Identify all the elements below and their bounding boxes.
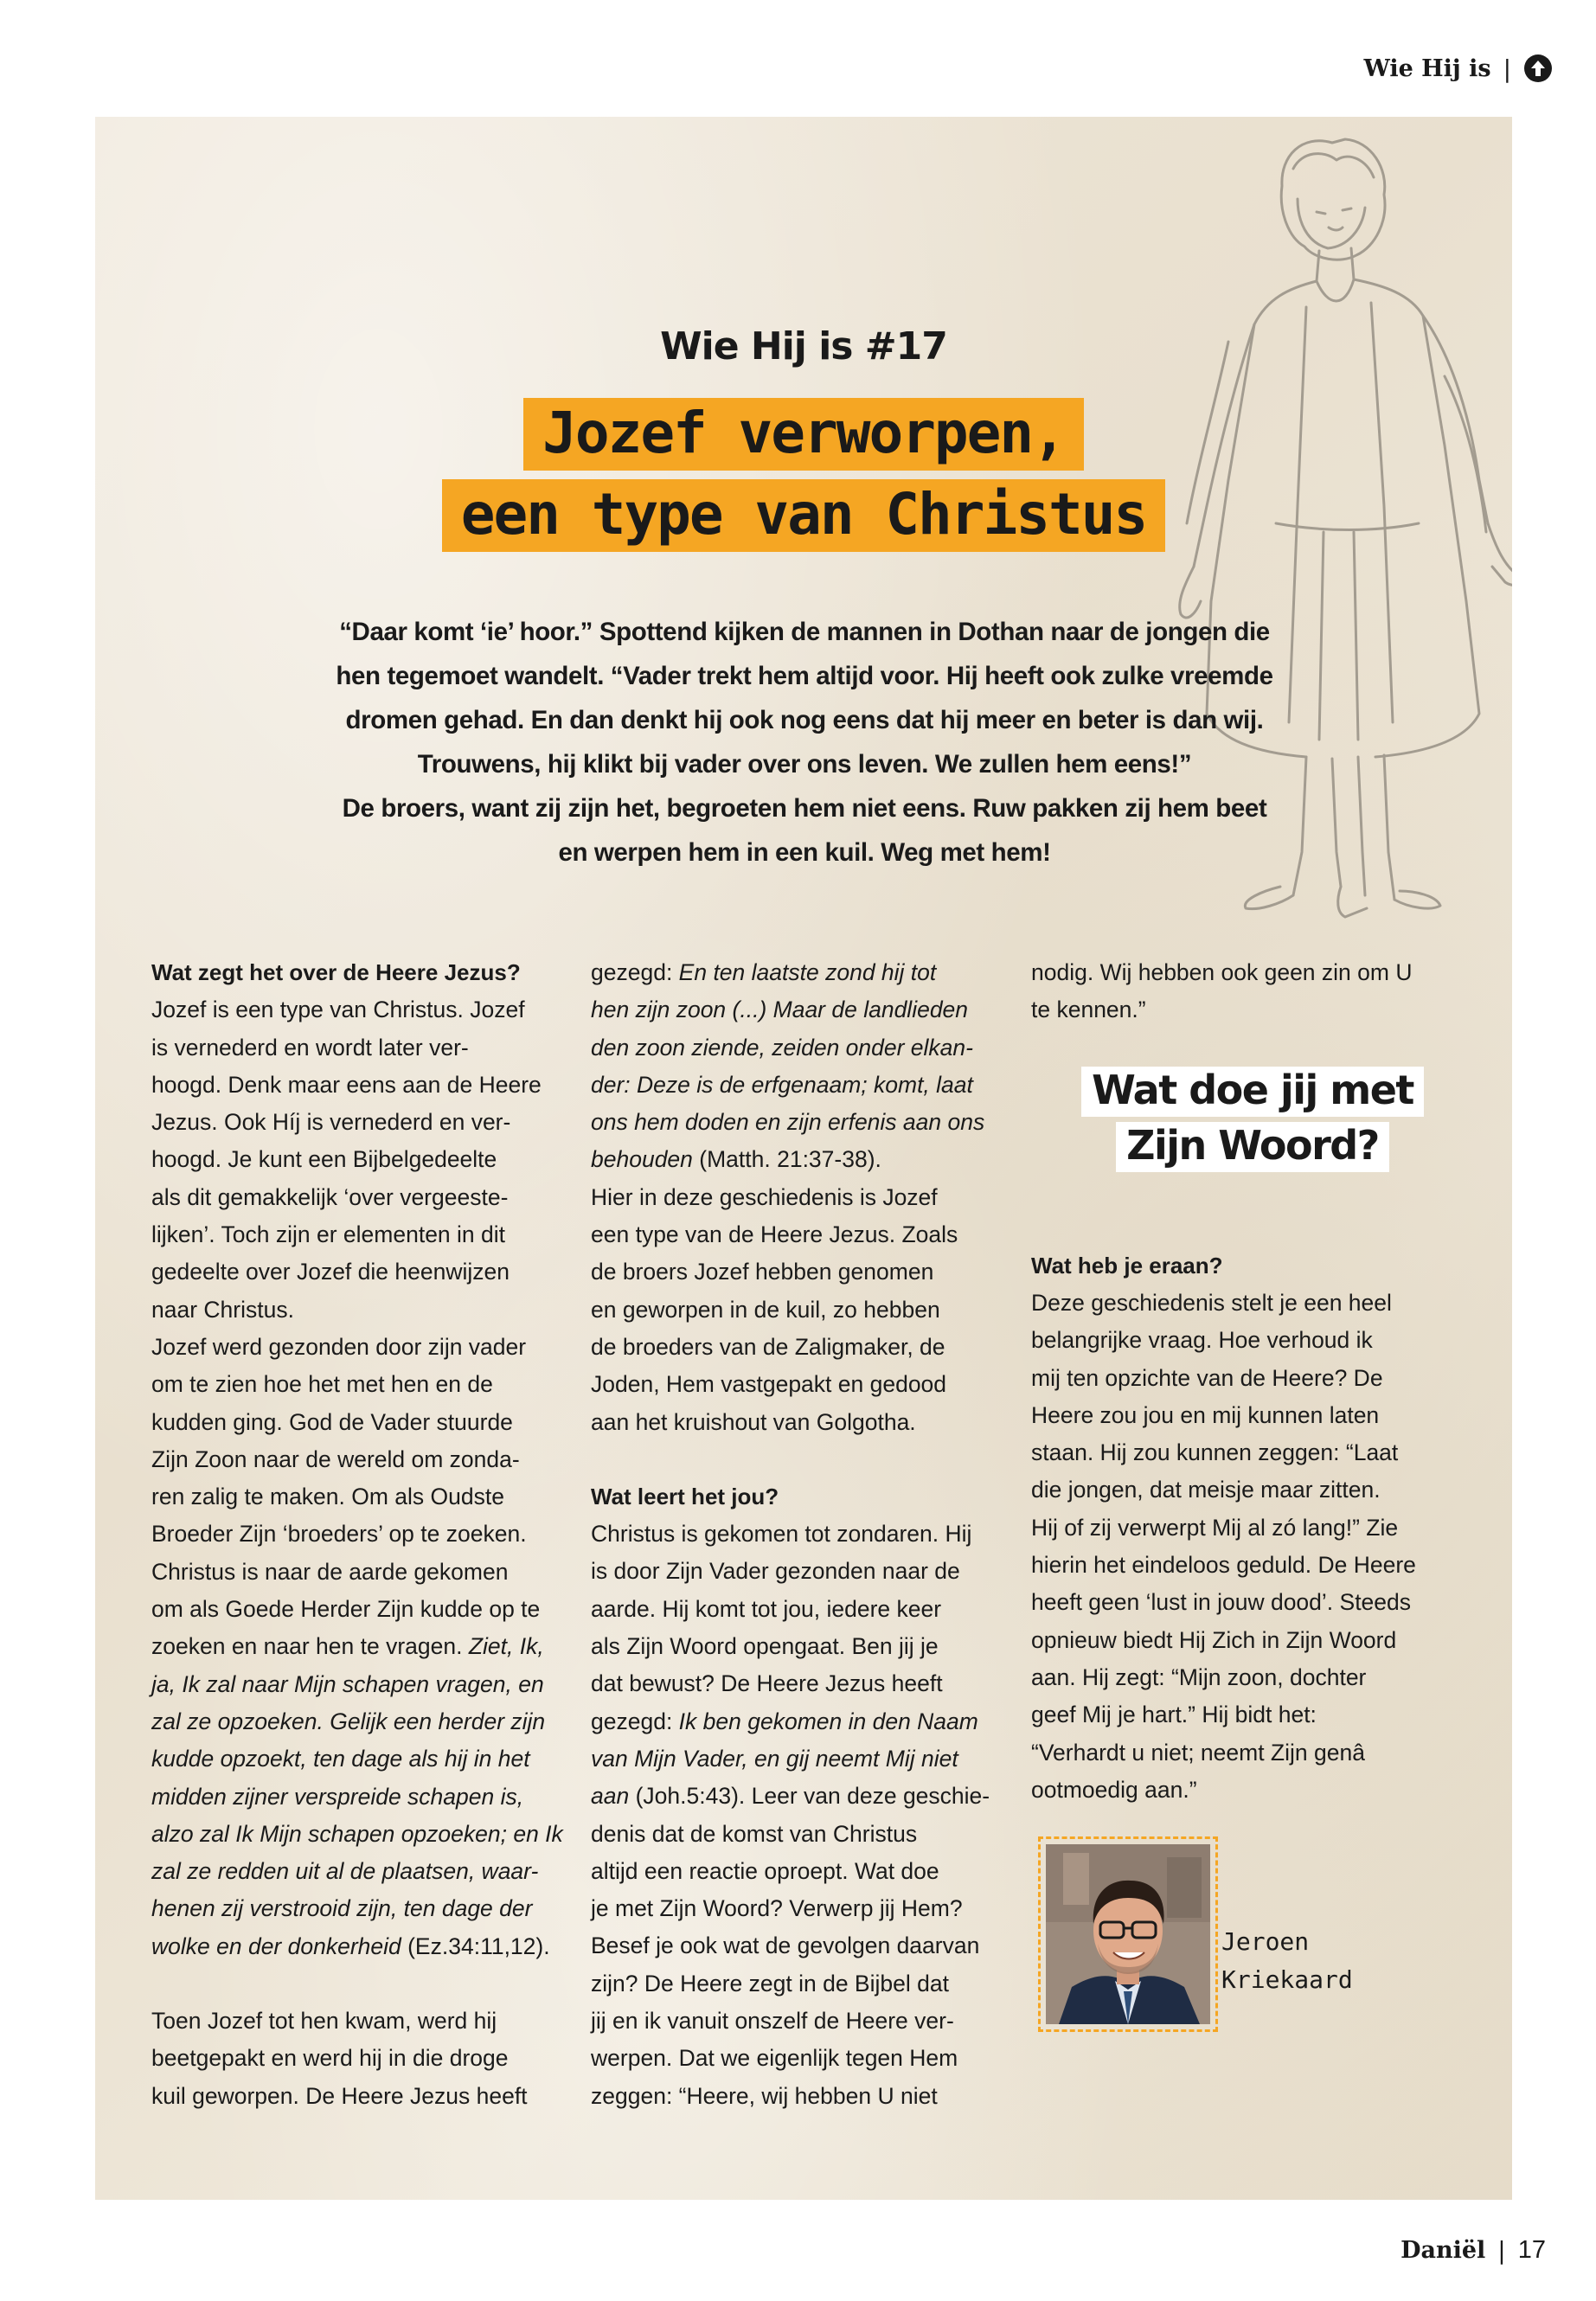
column-3-heading xyxy=(1031,1247,1455,1285)
article-title xyxy=(95,398,1512,552)
intro-line: De broers, want zij zijn het, begroeten hem niet eens. Ruw pakken zij hem beet xyxy=(342,794,1267,823)
author-name xyxy=(1221,1923,1353,1999)
scripture-line: den zoon ziende, zeiden onder elkan- xyxy=(591,1034,973,1061)
article-intro xyxy=(268,610,1341,875)
body-line: zeggen: “Heere, wij hebben U niet xyxy=(591,2082,938,2109)
scripture-quote: En ten laatste zond hij tot xyxy=(678,959,937,985)
body-line: werpen. Dat we eigenlijk tegen Hem xyxy=(591,2045,958,2072)
body-line: staan. Hij zou kunnen zeggen: “Laat xyxy=(1031,1439,1399,1466)
body-line: mij ten opzichte van de Heere? De xyxy=(1031,1364,1383,1391)
body-line: een type van de Heere Jezus. Zoals xyxy=(591,1221,958,1248)
title-line-1: Jozef verworpen, xyxy=(523,398,1084,471)
author-photo xyxy=(1046,1844,1210,2024)
body-line xyxy=(591,1141,1015,1178)
body-line xyxy=(151,1928,575,1965)
body-line: Heere zou jou en mij kunnen laten xyxy=(1031,1401,1380,1428)
intro-line: “Daar komt ‘ie’ hoor.” Spottend kijken de mannen in Dothan naar de jongen die xyxy=(339,618,1270,646)
title-line-2: een type van Christus xyxy=(442,479,1165,552)
body-line: ren zalig te maken. Om als Oudste xyxy=(151,1484,504,1510)
body-line: “Verhardt u niet; neemt Zijn genâ xyxy=(1031,1739,1365,1766)
body-line: is vernederd en wordt later ver- xyxy=(151,1034,469,1061)
author-photo-frame xyxy=(1038,1836,1218,2032)
author-last-name: Kriekaard xyxy=(1221,1965,1353,1994)
section-label: Wie Hij is xyxy=(1363,54,1491,82)
page-footer xyxy=(1401,2236,1546,2265)
nav-separator: | xyxy=(1503,54,1511,83)
arrow-up-circle-icon[interactable] xyxy=(1523,54,1553,83)
body-line: en geworpen in de kuil, zo hebben xyxy=(591,1296,940,1323)
scripture-quote: Ziet, Ik, xyxy=(468,1633,544,1660)
scripture-line: alzo zal Ik Mijn schapen opzoeken; en Ik xyxy=(151,1820,563,1847)
pull-quote xyxy=(1062,1067,1443,1172)
body-line: Hij of zij verwerpt Mij al zó lang!” Zie xyxy=(1031,1514,1399,1541)
body-line: hoogd. Denk maar eens aan de Heere xyxy=(151,1071,542,1098)
body-line: Deze geschiedenis stelt je een heel xyxy=(1031,1290,1392,1316)
body-line: belangrijke vraag. Hoe verhoud ik xyxy=(1031,1327,1373,1354)
body-line: gezegd: Ik ben gekomen in den Naam xyxy=(591,1708,978,1734)
body-line: opnieuw biedt Hij Zich in Zijn Woord xyxy=(1031,1626,1397,1653)
body-line: om te zien hoe het met hen en de xyxy=(151,1371,493,1398)
body-line: de broers Jozef hebben genomen xyxy=(591,1259,934,1285)
body-line: die jongen, dat meisje maar zitten. xyxy=(1031,1477,1381,1503)
body-line: jij en ik vanuit onszelf de Heere ver- xyxy=(591,2008,954,2035)
scripture-quote: behouden xyxy=(591,1146,693,1173)
body-line: dat bewust? De Heere Jezus heeft xyxy=(591,1670,943,1697)
article-kicker: Wie Hij is #17 xyxy=(660,324,947,369)
footer-separator: | xyxy=(1497,2236,1506,2265)
article-panel xyxy=(95,117,1512,2200)
column-3-top xyxy=(1031,954,1455,1029)
body-line: Jozef is een type van Christus. Jozef xyxy=(151,997,525,1023)
body-line: Hier in deze geschiedenis is Jozef xyxy=(591,1183,938,1210)
scripture-line: van Mijn Vader, en gij neemt Mij niet xyxy=(591,1745,958,1772)
body-line: nodig. Wij hebben ook geen zin om U xyxy=(1031,959,1413,985)
scripture-line: der: Deze is de erfgenaam; komt, laat xyxy=(591,1071,973,1098)
scripture-line: zal ze redden uit al de plaatsen, waar- xyxy=(151,1858,539,1885)
section-heading: Wat heb je eraan? xyxy=(1031,1253,1223,1279)
body-line: de broeders van de Zaligmaker, de xyxy=(591,1333,945,1360)
column-3-body xyxy=(1031,1285,1455,1809)
pull-quote-line-1: Wat doe jij met xyxy=(1081,1067,1424,1117)
intro-line: hen tegemoet wandelt. “Vader trekt hem altijd voor. Hij heeft ook zulke vreemde xyxy=(336,662,1273,690)
body-line: naar Christus. xyxy=(151,1296,294,1323)
body-line: is door Zijn Vader gezonden naar de xyxy=(591,1558,960,1585)
body-line: Christus is naar de aarde gekomen xyxy=(151,1558,509,1585)
body-line xyxy=(151,1628,575,1665)
body-line: om als Goede Herder Zijn kudde op te xyxy=(151,1596,541,1623)
body-line: kuil geworpen. De Heere Jezus heeft xyxy=(151,2082,528,2109)
body-line: Broeder Zijn ‘broeders’ op te zoeken. xyxy=(151,1521,527,1548)
body-line: Jozef werd gezonden door zijn vader xyxy=(151,1333,527,1360)
body-line: aan het kruishout van Golgotha. xyxy=(591,1408,916,1435)
body-line: denis dat de komst van Christus xyxy=(591,1820,918,1847)
body-line: Jezus. Ook Híj is vernederd en ver- xyxy=(151,1109,511,1136)
body-line: ootmoedig aan.” xyxy=(1031,1776,1197,1803)
body-line: heeft geen ‘lust in jouw dood’. Steeds xyxy=(1031,1589,1412,1616)
body-line: hoogd. Je kunt een Bijbelgedeelte xyxy=(151,1146,497,1173)
body-line: je met Zijn Woord? Verwerp jij Hem? xyxy=(591,1895,963,1922)
body-line: gezegd: En ten laatste zond hij tot xyxy=(591,959,937,985)
body-line: aan. Hij zegt: “Mijn zoon, dochter xyxy=(1031,1663,1367,1690)
page-number: 17 xyxy=(1517,2236,1546,2264)
body-line: als dit gemakkelijk ‘over vergeeste- xyxy=(151,1183,509,1210)
column-1 xyxy=(151,954,575,2115)
column-2 xyxy=(591,954,1015,2115)
body-line: Zijn Zoon naar de wereld om zonda- xyxy=(151,1445,520,1472)
scripture-quote: Ik ben gekomen in den Naam xyxy=(678,1708,978,1734)
body-line: hierin het eindeloos geduld. De Heere xyxy=(1031,1552,1416,1579)
scripture-line: henen zij verstrooid zijn, ten dage der xyxy=(151,1895,533,1922)
section-heading: Wat leert het jou? xyxy=(591,1483,779,1509)
body-line: kudden ging. God de Vader stuurde xyxy=(151,1408,513,1435)
scripture-line: midden zijner verspreide schapen is, xyxy=(151,1783,524,1810)
body-line: geef Mij je hart.” Hij bidt het: xyxy=(1031,1702,1317,1728)
body-line: Toen Jozef tot hen kwam, werd hij xyxy=(151,2008,497,2035)
scripture-line: kudde opzoekt, ten dage als hij in het xyxy=(151,1746,530,1772)
author-first-name: Jeroen xyxy=(1221,1927,1310,1956)
body-line: te kennen.” xyxy=(1031,997,1146,1023)
body-line: Christus is gekomen tot zondaren. Hij xyxy=(591,1521,972,1548)
body-line: aan (Joh.5:43). Leer van deze geschie- xyxy=(591,1783,990,1810)
body-line: als Zijn Woord opengaat. Ben jij je xyxy=(591,1633,939,1660)
section-heading: Wat zegt het over de Heere Jezus? xyxy=(151,959,521,985)
body-line: beetgepakt en werd hij in die droge xyxy=(151,2045,509,2072)
scripture-reference: (Matth. 21:37-38). xyxy=(692,1146,881,1173)
body-line: zijn? De Heere zegt in de Bijbel dat xyxy=(591,1970,949,1997)
body-text: zoeken en naar hen te vragen. xyxy=(151,1633,469,1660)
body-line: gedeelte over Jozef die heenwijzen xyxy=(151,1259,510,1285)
intro-line: dromen gehad. En dan denkt hij ook nog eens dat hij meer en beter is dan wij. xyxy=(345,706,1264,734)
body-line: Joden, Hem vastgepakt en gedood xyxy=(591,1371,947,1398)
scripture-line: ons hem doden en zijn erfenis aan ons xyxy=(591,1109,985,1136)
magazine-name: Daniël xyxy=(1401,2237,1486,2264)
body-line: Besef je ook wat de gevolgen daarvan xyxy=(591,1932,980,1959)
pull-quote-line-2: Zijn Woord? xyxy=(1116,1122,1389,1172)
top-nav xyxy=(1363,54,1553,83)
intro-line: Trouwens, hij klikt bij vader over ons leven. We zullen hem eens!” xyxy=(417,750,1192,779)
scripture-line: hen zijn zoon (...) Maar de landlieden xyxy=(591,997,969,1023)
scripture-line: zal ze opzoeken. Gelijk een herder zijn xyxy=(151,1708,546,1734)
body-line: lijken’. Toch zijn er elementen in dit xyxy=(151,1221,506,1248)
body-line: altijd een reactie oproept. Wat doe xyxy=(591,1857,939,1884)
scripture-quote: aan xyxy=(591,1783,630,1810)
intro-line: en werpen hem in een kuil. Weg met hem! xyxy=(558,838,1051,867)
scripture-reference: (Ez.34:11,12). xyxy=(401,1932,550,1959)
scripture-line: ja, Ik zal naar Mijn schapen vragen, en xyxy=(151,1670,544,1697)
scripture-quote: wolke en der donkerheid xyxy=(151,1932,401,1959)
body-line: aarde. Hij komt tot jou, iedere keer xyxy=(591,1595,942,1622)
